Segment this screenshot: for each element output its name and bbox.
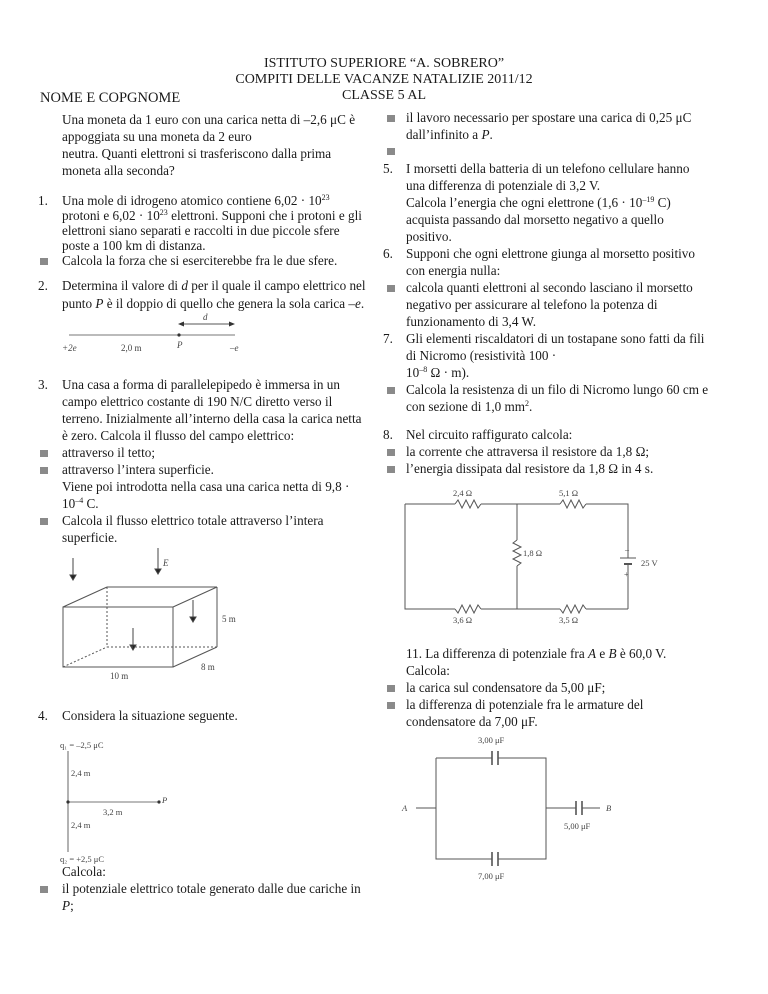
q3-bullet: Calcola il flusso elettrico totale attraverso l’intera	[62, 513, 324, 528]
bullet-icon	[387, 449, 395, 456]
question-number: 2.	[38, 278, 48, 293]
svg-text:2,4 m: 2,4 m	[71, 820, 91, 830]
q6-bullet: calcola quanti elettroni al secondo lasciano il morsetto	[406, 280, 693, 295]
q11-bullet: la differenza di potenziale fra le armature del	[406, 697, 644, 712]
q3-line: terreno. Inizialmente all’interno della casa la carica netta	[62, 411, 362, 426]
q1-bullet: Calcola la forza che si eserciterebbe fra le due sfere.	[62, 253, 338, 268]
q3-bullet: superficie.	[62, 530, 118, 545]
q7-line: $10^{-8}$ Ω · m).	[406, 365, 470, 380]
bullet-icon	[40, 450, 48, 457]
q5-line: positivo.	[406, 229, 452, 244]
bullet-icon	[40, 886, 48, 893]
question-number: 7.	[383, 331, 393, 346]
class-label: CLASSE 5 AL	[341, 88, 426, 103]
svg-text:8 m: 8 m	[201, 662, 215, 672]
question-number: 5.	[383, 161, 393, 176]
q6-line: Supponi che ogni elettrone giunga al morsetto positivo	[406, 246, 695, 261]
q4-bullet: P;	[62, 898, 74, 913]
bullet-icon	[40, 258, 48, 265]
intro-line: moneta alla seconda?	[62, 163, 175, 178]
q8-bullet: la corrente che attraversa il resistore da 1,8 Ω;	[406, 444, 650, 459]
svg-text:P: P	[177, 340, 183, 350]
bullet-icon	[40, 518, 48, 525]
q1-line: protoni e $6,02 \cdot 10^{23}$ elettroni. Supponi che i protoni e gli	[62, 208, 362, 223]
school-name: ISTITUTO SUPERIORE “A. SOBRERO”	[263, 56, 505, 71]
svg-text:2,0 m: 2,0 m	[121, 343, 142, 353]
q5-line: acquista passando dal morsetto negativo a quello	[406, 212, 664, 227]
capacitor-circuit-diagram	[400, 733, 635, 883]
q5-line: I morsetti della batteria di un telefono cellulare hanno	[406, 161, 690, 176]
intro-line: appoggiata su una moneta da 2 euro	[62, 129, 252, 144]
bullet-icon	[40, 467, 48, 474]
question-number: 8.	[383, 427, 393, 442]
q6-bullet: funzionamento di 3,4 W.	[406, 314, 537, 329]
bullet-icon	[387, 148, 395, 155]
svg-text:E: E	[163, 558, 169, 568]
svg-text:+2e: +2e	[62, 343, 77, 353]
q4-text: Considera la situazione seguente.	[62, 708, 238, 723]
intro-line: Una moneta da 1 euro con una carica netta di –2,6 μC è	[62, 112, 356, 127]
svg-text:+: +	[624, 570, 629, 579]
q2-line: punto P è il doppio di quello che genera la sola carica –e.	[62, 296, 365, 311]
svg-text:3,00 μF: 3,00 μF	[478, 735, 505, 745]
svg-text:q₂ = +2,5 μC: q₂ = +2,5 μC	[60, 854, 105, 864]
intro-line: neutra. Quanti elettroni si trasferiscono dalla prima	[62, 146, 332, 161]
svg-text:B: B	[606, 803, 612, 813]
q11-bullet: condensatore da 7,00 μF.	[406, 714, 538, 729]
q3-line: è zero. Calcola il flusso del campo elettrico:	[62, 428, 295, 443]
q4-calcola: Calcola:	[62, 864, 106, 879]
svg-text:1,8 Ω: 1,8 Ω	[523, 548, 543, 558]
q6-line: con energia nulla:	[406, 263, 501, 278]
name-field-label: NOME E COPGNOME	[40, 90, 181, 106]
q5-line: una differenza di potenziale di 3,2 V.	[406, 178, 601, 193]
svg-text:5 m: 5 m	[222, 614, 236, 624]
q1-line: poste a 100 km di distanza.	[62, 238, 206, 253]
q11-bullet: la carica sul condensatore da 5,00 μF;	[406, 680, 606, 695]
question-number: 3.	[38, 377, 48, 392]
q3-extra: $10^{-4}$ C.	[62, 496, 99, 511]
q7-bullet: con sezione di 1,0 $mm^2$.	[406, 399, 533, 414]
svg-text:d: d	[203, 312, 208, 322]
svg-text:5,1 Ω: 5,1 Ω	[559, 488, 579, 498]
q3-extra: Viene poi introdotta nella casa una carica netta di 9,8 ·	[62, 479, 350, 494]
svg-text:2,4 Ω: 2,4 Ω	[453, 488, 473, 498]
svg-text:25 V: 25 V	[641, 558, 658, 568]
assignment-title: COMPITI DELLE VACANZE NATALIZIE 2011/12	[235, 72, 533, 87]
q7-bullet: Calcola la resistenza di un filo di Nicromo lungo 60 cm e	[406, 382, 709, 397]
q5-line: Calcola l’energia che ogni elettrone ($1,6 \cdot 10^{-19}$ C)	[406, 195, 671, 210]
question-number: 6.	[383, 246, 393, 261]
q8-bullet: l’energia dissipata dal resistore da 1,8 Ω in 4 s.	[406, 461, 654, 476]
svg-text:2,4 m: 2,4 m	[71, 768, 91, 778]
svg-text:–: –	[625, 545, 629, 554]
bullet-icon	[387, 702, 395, 709]
bullet-icon	[387, 466, 395, 473]
svg-text:–e: –e	[230, 343, 239, 353]
q7-line: di Nicromo (resistività 100 ·	[406, 348, 557, 363]
svg-text:A: A	[402, 803, 408, 813]
svg-text:10 m: 10 m	[110, 671, 129, 681]
svg-text:3,2 m: 3,2 m	[103, 807, 123, 817]
charges-line-diagram	[55, 312, 255, 360]
svg-text:3,5 Ω: 3,5 Ω	[559, 615, 579, 625]
svg-text:5,00 μF: 5,00 μF	[564, 821, 591, 831]
q1-line: Una mole di idrogeno atomico contiene $6,02 \cdot 10^{23}$	[62, 193, 330, 208]
question-number: 1.	[38, 193, 48, 208]
q2-line: Determina il valore di d per il quale il campo elettrico nel	[62, 278, 366, 293]
q3-line: campo elettrico costante di 190 N/C diretto verso il	[62, 394, 333, 409]
q8-text: Nel circuito raffigurato calcola:	[406, 427, 573, 442]
q3-bullet: attraverso il tetto;	[62, 445, 156, 460]
bullet-icon	[387, 685, 395, 692]
q4-bullet-cont: dall’infinito a P.	[406, 127, 493, 142]
svg-text:q₁ = –2,5 μC: q₁ = –2,5 μC	[60, 740, 104, 750]
q11-calcola: Calcola:	[406, 663, 450, 678]
bullet-icon	[387, 115, 395, 122]
svg-text:7,00 μF: 7,00 μF	[478, 871, 505, 881]
two-charges-diagram	[58, 740, 188, 865]
q11-line: 11. La differenza di potenziale fra A e B è 60,0 V.	[406, 646, 667, 661]
q3-bullet: attraverso l’intera superficie.	[62, 462, 214, 477]
svg-text:3,6 Ω: 3,6 Ω	[453, 615, 473, 625]
bullet-icon	[387, 285, 395, 292]
q7-line: Gli elementi riscaldatori di un tostapane sono fatti da fili	[406, 331, 705, 346]
bullet-icon	[387, 387, 395, 394]
q4-bullet-cont: il lavoro necessario per spostare una carica di 0,25 μC	[406, 110, 692, 125]
house-box-diagram	[55, 550, 255, 680]
q3-line: Una casa a forma di parallelepipedo è immersa in un	[62, 377, 340, 392]
svg-text:P: P	[162, 795, 168, 805]
q1-line: elettroni siano separati e raccolti in due piccole sfere	[62, 223, 340, 238]
q6-bullet: negativo per assicurare al telefono la potenza di	[406, 297, 658, 312]
resistor-circuit-diagram	[395, 482, 670, 627]
q4-bullet: il potenziale elettrico totale generato dalle due cariche in	[62, 881, 361, 896]
question-number: 4.	[38, 708, 48, 723]
